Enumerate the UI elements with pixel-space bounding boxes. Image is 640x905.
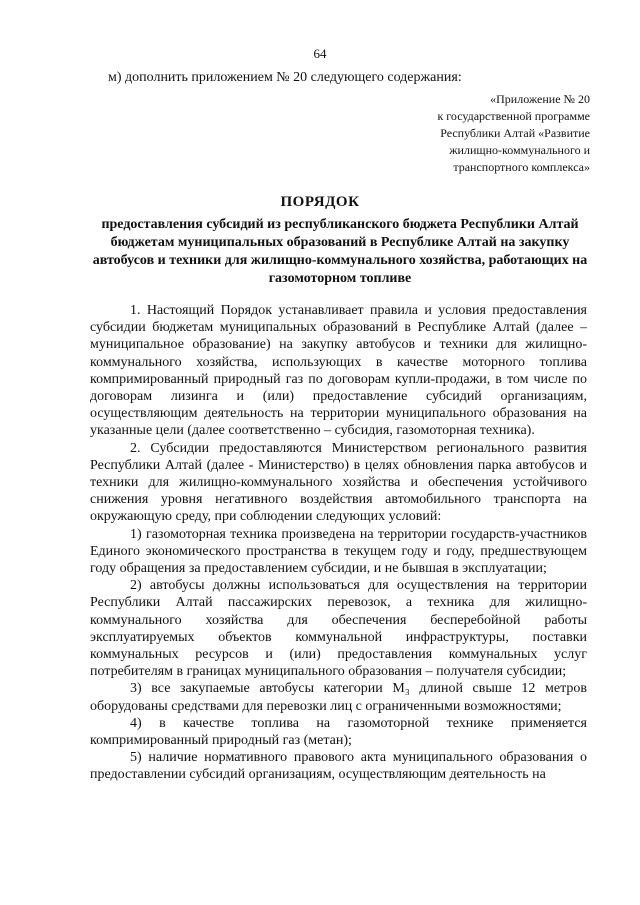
document-body bbox=[90, 302, 587, 784]
paragraph: 1) газомоторная техника произведена на территории государств-участников Единого экономического пространства в текущем году и году, предшествующем году обращения за предоставлением субсидии, и не бывшая в эксплуатации; bbox=[90, 526, 587, 577]
appendix-line: Республики Алтай «Развитие bbox=[440, 126, 590, 140]
paragraph: 4) в качестве топлива на газомоторной технике применяется компримированный природный газ (метан); bbox=[90, 715, 587, 749]
paragraph: 2. Субсидии предоставляются Министерством регионального развития Республики Алтай (далее - Министерство) в целях обновления парка автобусов и техники для жилищно-коммунального хозяйства и обеспечения устойчивого снижения уровня негативного воздействия автомобильного транспорта на окружающую среду, при соблюдении следующих условий: bbox=[90, 440, 587, 525]
page-number: 64 bbox=[313, 46, 327, 61]
appendix-line: «Приложение № 20 bbox=[490, 92, 590, 106]
amendment-intro: м) дополнить приложением № 20 следующего содержания: bbox=[108, 70, 462, 85]
paragraph: 5) наличие нормативного правового акта муниципального образования о предоставлении субсидий организациям, осуществляющим деятельность на bbox=[90, 750, 587, 783]
document-title: ПОРЯДОК bbox=[280, 194, 360, 210]
paragraph: 3) все закупаемые автобусы категории М₃ длиной свыше 12 метров оборудованы средствами для перевозки лиц с ограниченными возможностями; bbox=[90, 681, 587, 714]
appendix-header bbox=[370, 91, 590, 176]
paragraph: 1. Настоящий Порядок устанавливает правила и условия предоставления субсидии бюджетам муниципальных образований в Республике Алтай (далее – муниципальное образование) на закупку автобусов и техники для жилищно-коммунального хозяйства, использующих в качестве моторного топлива компримированный природный газ по договорам купли-продажи, в том числе по договорам лизинга и (или) предоставление субсидий организациям, осуществляющим деятельность на территории муниципального образования на указанные цели (далее соответственно – субсидия, газомоторная техника). bbox=[90, 303, 587, 439]
appendix-line: транспортного комплекса» bbox=[453, 160, 590, 174]
appendix-line: жилищно-коммунального и bbox=[449, 143, 590, 157]
appendix-line: к государственной программе bbox=[437, 109, 590, 123]
document-subtitle: предоставления субсидий из республиканского бюджета Республики Алтай бюджетам муниципальных образований в Республике Алтай на закупку автобусов и техники для жилищно-коммунального хозяйства, работающих на газомоторном топливе bbox=[92, 217, 588, 286]
paragraph: 2) автобусы должны использоваться для осуществления на территории Республики Алтай пассажирских перевозок, а техника для жилищно-коммунального хозяйства для обеспечения бесперебойной работы эксплуатируемых объектов коммунальной инфраструктуры, поставки коммунальных ресурсов и (или) предоставления коммунальных услуг потребителям в границах муниципального образования – получателя субсидии; bbox=[90, 578, 587, 680]
